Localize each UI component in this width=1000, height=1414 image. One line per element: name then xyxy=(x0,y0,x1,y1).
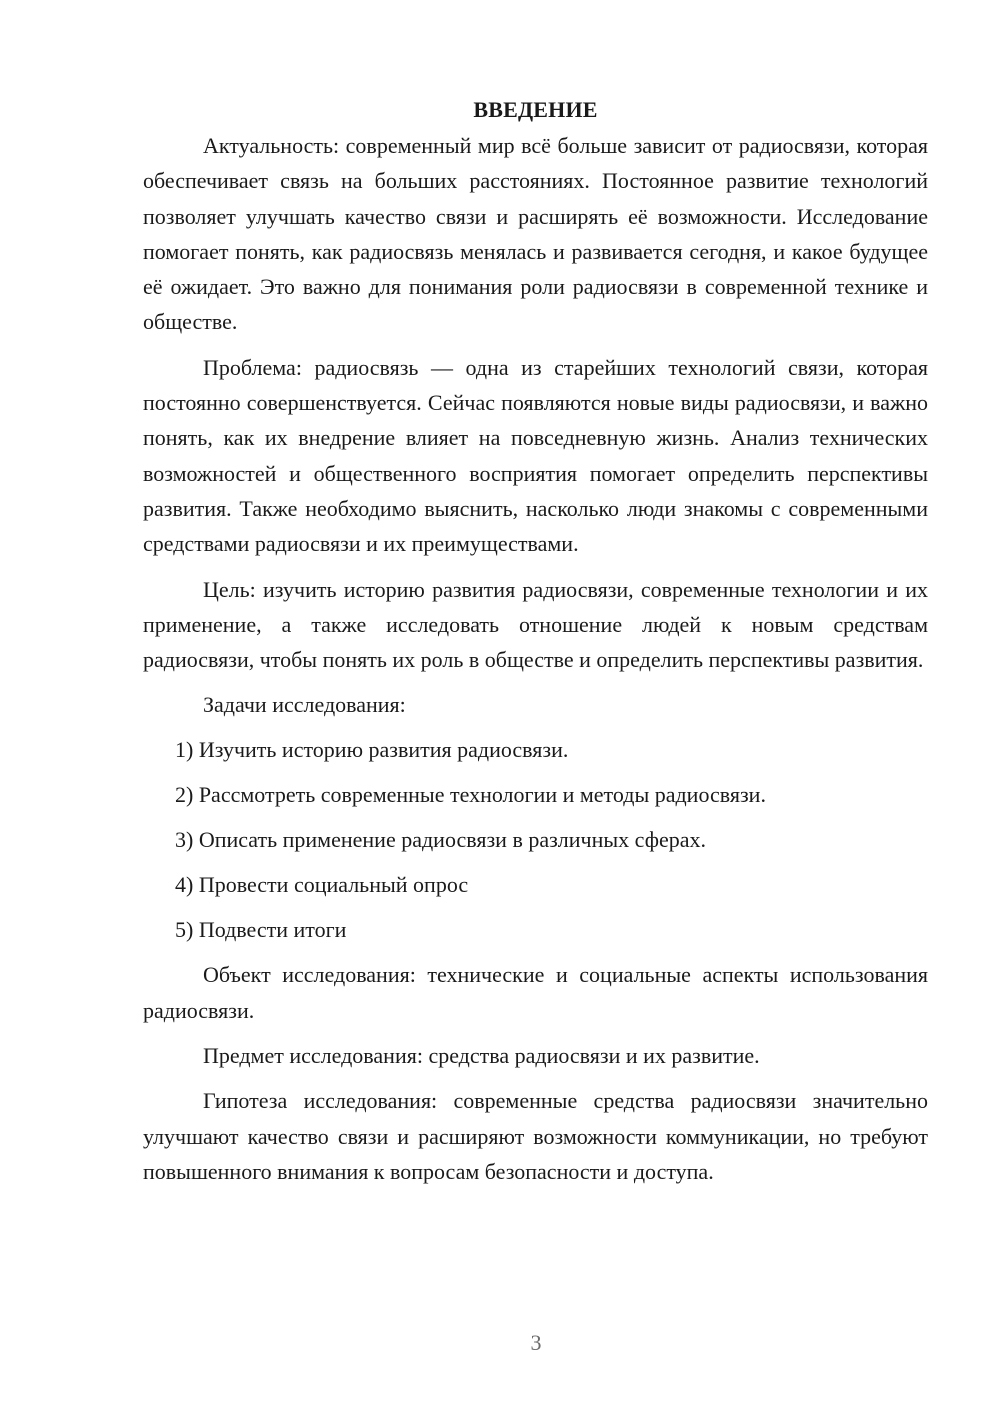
relevance-paragraph: Актуальность: современный мир всё больше зависит от радиосвязи, которая обеспечивает связь на больших расстояниях. Постоянное развитие технологий позволяет улучшать качество связи и расширять её возможности. Исследование помогает понять, как радиосвязь менялась и развивается сегодня, и какое будущее её ожидает. Это важно для понимания роли радиосвязи в современной технике и обществе. xyxy=(143,133,928,335)
section-heading: ВВЕДЕНИЕ xyxy=(473,97,598,122)
document-page xyxy=(143,92,928,1199)
hypothesis-paragraph: Гипотеза исследования: современные средства радиосвязи значительно улучшают качество связи и расширяют возможности коммуникации, но требуют повышенного внимания к вопросам безопасности и доступа. xyxy=(143,1088,928,1184)
goal-paragraph: Цель: изучить историю развития радиосвязи, современные технологии и их применение, а также исследовать отношение людей к новым средствам радиосвязи, чтобы понять их роль в обществе и определить перспективы развития. xyxy=(143,576,928,673)
task-item-2: 2) Рассмотреть современные технологии и методы радиосвязи. xyxy=(175,782,766,808)
tasks-list xyxy=(143,732,928,947)
task-item-5: 5) Подвести итоги xyxy=(175,917,347,943)
task-item-3: 3) Описать применение радиосвязи в различных сферах. xyxy=(175,827,706,853)
object-paragraph: Объект исследования: технические и социальные аспекты использования радиосвязи. xyxy=(143,962,928,1023)
task-item-1: 1) Изучить историю развития радиосвязи. xyxy=(175,737,569,763)
problem-paragraph: Проблема: радиосвязь — одна из старейших технологий связи, которая постоянно совершенствуется. Сейчас появляются новые виды радиосвязи, и важно понять, как их внедрение влияет на повседневную жизнь. Анализ технических возможностей и общественного восприятия помогает определить перспективы развития. Также необходимо выяснить, насколько люди знакомы с современными средствами радиосвязи и их преимуществами. xyxy=(143,354,928,557)
subject-paragraph: Предмет исследования: средства радиосвязи и их развитие. xyxy=(203,1043,760,1069)
page-number: 3 xyxy=(530,1330,542,1355)
tasks-title: Задачи исследования: xyxy=(203,692,406,718)
task-item-4: 4) Провести социальный опрос xyxy=(175,872,469,898)
